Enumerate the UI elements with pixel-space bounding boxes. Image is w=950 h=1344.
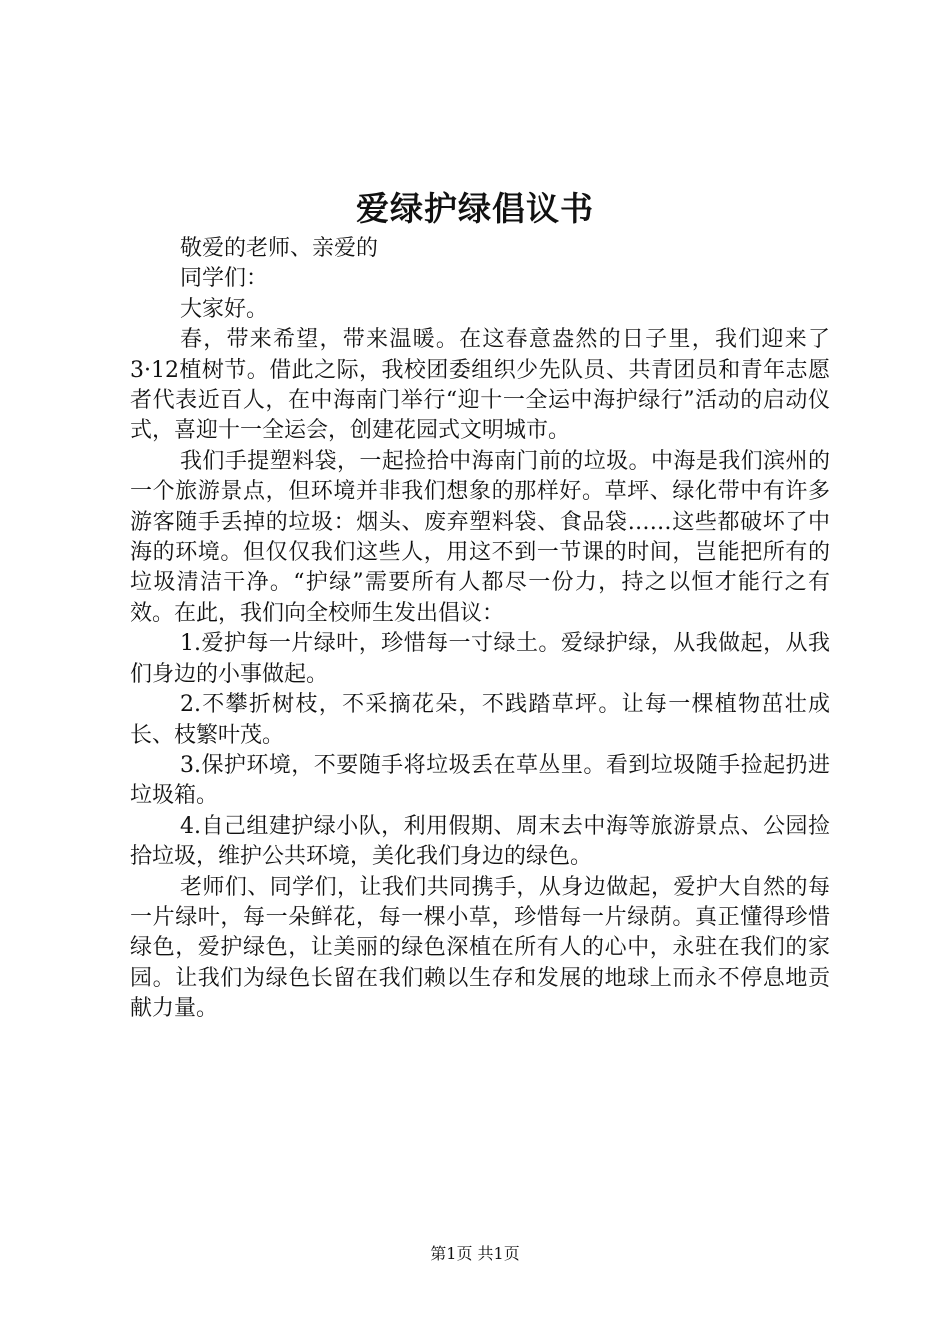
closing-paragraph: 老师们、同学们，让我们共同携手，从身边做起，爱护大自然的每一片绿叶，每一朵鲜花，每一棵小草，珍惜每一片绿荫。真正懂得珍惜绿色，爱护绿色，让美丽的绿色深植在所有人的心中，永驻在我们的家园。让我们为绿色长留在我们赖以生存和发展的地球上而永不停息地贡献力量。	[130, 874, 830, 1022]
proposal-item-4: 4.自己组建护绿小队，利用假期、周末去中海等旅游景点、公园捡拾垃圾，维护公共环境，美化我们身边的绿色。	[130, 813, 830, 870]
proposal-item-2: 2.不攀折树枝，不采摘花朵，不践踏草坪。让每一棵植物茁壮成长、枝繁叶茂。	[130, 692, 830, 748]
greeting: 大家好。	[180, 296, 269, 322]
salutation-line-1: 敬爱的老师、亲爱的	[180, 236, 379, 261]
proposal-item-1: 1.爱护每一片绿叶，珍惜每一寸绿土。爱绿护绿，从我做起，从我们身边的小事做起。	[130, 631, 830, 687]
body-paragraph: 春，带来希望，带来温暖。在这春意盎然的日子里，我们迎来了3·12植树节。借此之际，我校团委组织少先队员、共青团员和青年志愿者代表近百人，在中海南门举行“迎十一全运中海护绿行”活动的启动仪式，喜迎十一全运会，创建花园式文明城市。	[130, 327, 830, 444]
document-body	[130, 234, 830, 1025]
salutation-line-2: 同学们：	[180, 266, 269, 292]
body-paragraph: 我们手提塑料袋，一起捡拾中海南门前的垃圾。中海是我们滨州的一个旅游景点，但环境并非我们想象的那样好。草坪、绿化带中有许多游客随手丢掉的垃圾：烟头、废弃塑料袋、食品袋……这些都破坏了中海的环境。但仅仅我们这些人，用这不到一节课的时间，岂能把所有的垃圾清洁干净。“护绿”需要所有人都尽一份力，持之以恒才能行之有效。在此，我们向全校师生发出倡议：	[130, 448, 830, 626]
document-title: 爱绿护绿倡议书	[356, 189, 594, 228]
proposal-item-3: 3.保护环境，不要随手将垃圾丢在草丛里。看到垃圾随手捡起扔进垃圾箱。	[130, 752, 830, 809]
page-footer: 第1页 共1页	[430, 1244, 520, 1263]
